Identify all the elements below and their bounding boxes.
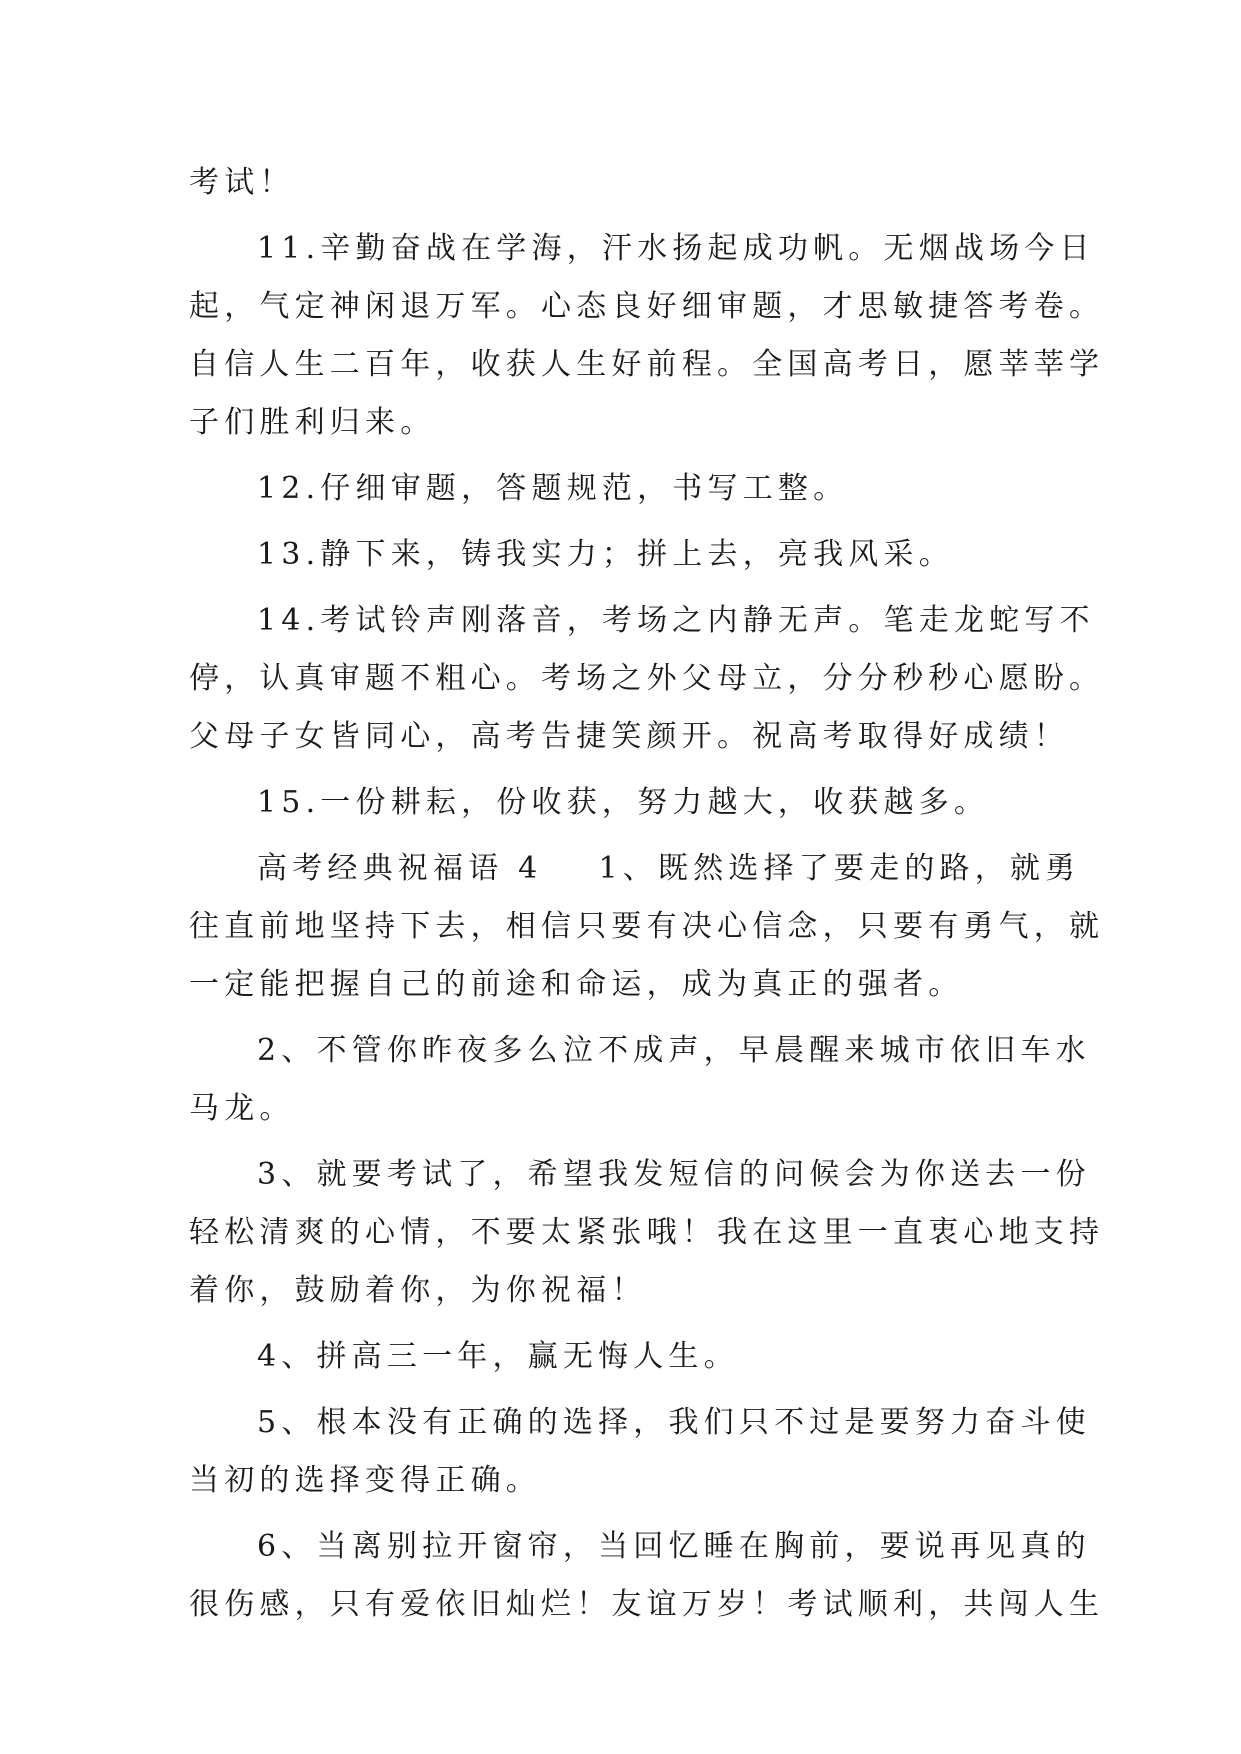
text-line: 15.一份耕耘，份收获，努力越大，收获越多。: [257, 785, 990, 820]
document-body: [189, 154, 1105, 1634]
text-line: 停，认真审题不粗心。考场之外父母立，分分秒秒心愿盼。: [189, 661, 1105, 696]
text-line: 子们胜利归来。: [189, 405, 436, 440]
section-heading: 高考经典祝福语 4: [257, 851, 543, 886]
text-line: 考试！: [189, 165, 295, 200]
text-line: 11.辛勤奋战在学海，汗水扬起成功帆。无烟战场今日: [257, 231, 1095, 266]
text-line: 轻松清爽的心情，不要太紧张哦！我在这里一直衷心地支持: [189, 1215, 1105, 1250]
text-line: 很伤感，只有爱依旧灿烂！友谊万岁！考试顺利，共闯人生: [189, 1587, 1105, 1622]
text-line: 14.考试铃声刚落音，考场之内静无声。笔走龙蛇写不: [257, 603, 1095, 638]
text-line: 12.仔细审题，答题规范，书写工整。: [257, 471, 849, 506]
text-line: 起，气定神闲退万军。心态良好细审题，才思敏捷答考卷。: [189, 289, 1105, 324]
text-line: 3、就要考试了，希望我发短信的问候会为你送去一份: [257, 1157, 1091, 1192]
text-line: 13.静下来，铸我实力；拼上去，亮我风采。: [257, 537, 954, 572]
text-line: 一定能把握自己的前途和命运，成为真正的强者。: [189, 967, 964, 1002]
text-line: 5、根本没有正确的选择，我们只不过是要努力奋斗使: [257, 1405, 1091, 1440]
text-line: 4、拼高三一年，赢无悔人生。: [257, 1339, 739, 1374]
text-line: 马龙。: [189, 1091, 295, 1126]
section-heading-line: [189, 840, 1079, 898]
text-line: 自信人生二百年，收获人生好前程。全国高考日，愿莘莘学: [189, 347, 1105, 382]
text-line-lead: 1、既然选择了要走的路，就勇: [598, 851, 1081, 886]
text-line: 往直前地坚持下去，相信只要有决心信念，只要有勇气，就: [189, 909, 1105, 944]
text-line: 父母子女皆同心，高考告捷笑颜开。祝高考取得好成绩！: [189, 719, 1069, 754]
text-line: 2、不管你昨夜多么泣不成声，早晨醒来城市依旧车水: [257, 1033, 1091, 1068]
text-line: 当初的选择变得正确。: [189, 1463, 541, 1498]
text-line: 6、当离别拉开窗帘，当回忆睡在胸前，要说再见真的: [257, 1529, 1091, 1564]
text-line: 着你，鼓励着你，为你祝福！: [189, 1273, 647, 1308]
